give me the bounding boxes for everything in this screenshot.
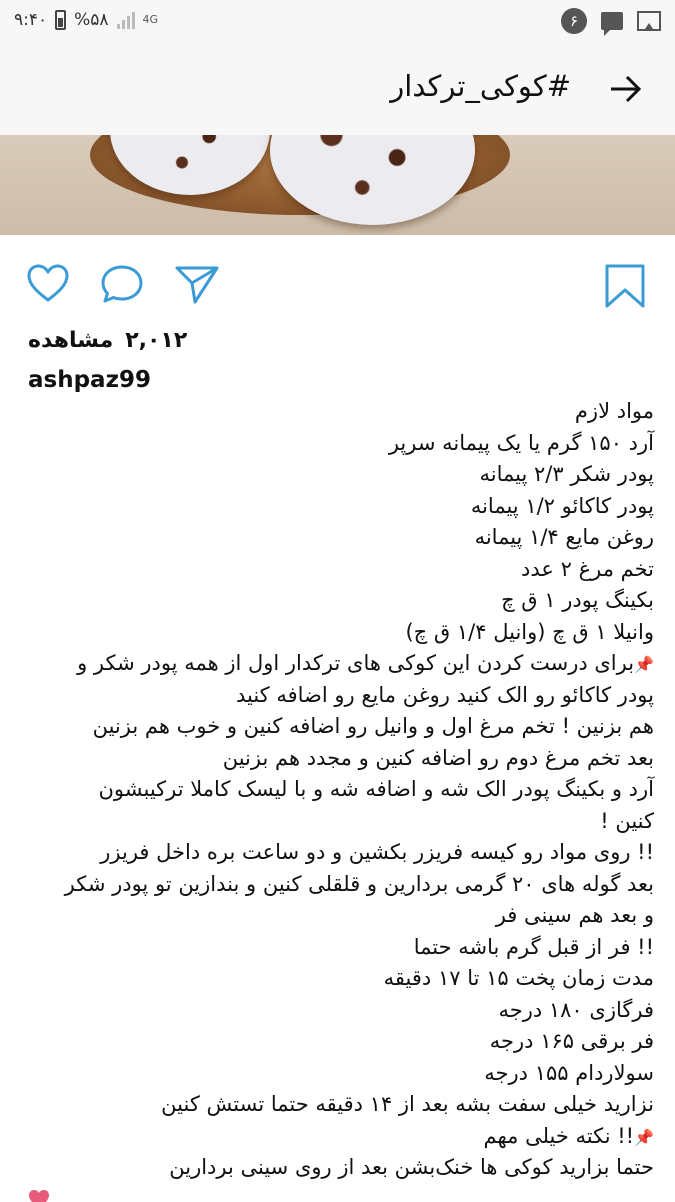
caption-text: بعد گوله های ۲۰ گرمی بردارین و قلقلی کنین و بندازین تو پودر شکر <box>64 871 654 896</box>
post-username[interactable]: ashpaz99 <box>28 367 151 393</box>
post-caption <box>22 396 654 1184</box>
views-number: ۲,۰۱۲ <box>125 328 188 353</box>
caption-text: برای درست کردن این کوکی های ترکدار اول از همه پودر شکر و <box>77 651 635 675</box>
caption-text: آرد ۱۵۰ گرم یا یک پیمانه سرپر <box>388 430 654 455</box>
caption-line <box>22 900 654 932</box>
battery-percent: %۵۸ <box>74 10 109 30</box>
caption-line <box>22 1089 654 1121</box>
caption-text: و بعد هم سینی فر <box>495 903 654 927</box>
post-actions <box>0 235 675 330</box>
signal-icon <box>117 11 135 29</box>
caption-text: مواد لازم <box>574 399 654 423</box>
paper-plane-icon[interactable] <box>174 263 220 305</box>
page-title: #کوکی_ترکدار <box>390 69 571 103</box>
post-image[interactable] <box>0 135 675 235</box>
caption-text: کنین ! <box>600 808 654 833</box>
caption-text: بعد تخم مرغ دوم رو اضافه کنین و مجدد هم بزنین <box>222 745 654 770</box>
caption-text: مدت زمان پخت ۱۵ تا ۱۷ دقیقه <box>383 966 654 990</box>
caption-line <box>22 585 654 617</box>
heart-icon[interactable] <box>26 263 70 303</box>
caption-line <box>22 806 654 838</box>
caption-line <box>22 680 654 712</box>
caption-line <box>22 459 654 491</box>
caption-text: پودر کاکائو رو الک کنید روغن مایع رو اضافه کنید <box>235 682 654 707</box>
caption-line <box>22 554 654 586</box>
battery-icon <box>55 10 66 30</box>
caption-line <box>22 648 654 680</box>
caption-text: فرگازی ۱۸۰ درجه <box>498 997 654 1022</box>
caption-line <box>22 711 654 743</box>
arrow-right-icon[interactable] <box>609 74 643 104</box>
caption-text: هم بزنین ! تخم مرغ اول و وانیل رو اضافه کنین و خوب هم بزنین <box>92 714 654 738</box>
caption-line <box>22 617 654 649</box>
caption-line <box>22 428 654 460</box>
network-type: 4G <box>142 13 159 26</box>
status-bar-right <box>561 8 661 34</box>
pushpin-icon: 📌 <box>634 1127 654 1147</box>
caption-text: وانیلا ۱ ق چ (وانیل ۱/۴ ق چ) <box>405 619 654 644</box>
caption-text: پودر شکر ۲/۳ پیمانه <box>479 462 654 486</box>
clock: ۹:۴۰ <box>14 10 48 30</box>
gallery-icon <box>637 11 661 31</box>
bookmark-icon[interactable] <box>604 263 646 309</box>
caption-line <box>22 396 654 428</box>
caption-text: !! روی مواد رو کیسه فریزر بکشین و دو ساعت بره داخل فریزر <box>100 840 654 864</box>
caption-text: بکینگ پودر ۱ ق چ <box>501 588 654 612</box>
caption-text: !! نکته خیلی مهم <box>483 1123 635 1148</box>
caption-text: نزارید خیلی سفت بشه بعد از ۱۴ دقیقه حتما تستش کنین <box>161 1092 654 1116</box>
caption-line <box>22 774 654 806</box>
view-count <box>28 328 187 353</box>
caption-line <box>22 837 654 869</box>
caption-line <box>22 491 654 523</box>
caption-line <box>22 743 654 775</box>
caption-line <box>22 1058 654 1090</box>
caption-line <box>22 522 654 554</box>
views-label: مشاهده <box>28 328 114 353</box>
caption-text: تخم مرغ ۲ عدد <box>521 556 654 581</box>
caption-text: روغن مایع ۱/۴ پیمانه <box>474 525 654 549</box>
caption-line <box>22 1152 654 1184</box>
caption-text: پودر کاکائو ۱/۲ پیمانه <box>470 493 654 518</box>
message-icon <box>601 12 623 30</box>
caption-text: !! فر از قبل گرم باشه حتما <box>413 934 654 959</box>
caption-line <box>22 932 654 964</box>
caption-line <box>22 869 654 901</box>
caption-text: فر برقی ۱۶۵ درجه <box>489 1029 654 1053</box>
caption-text: آرد و بکینگ پودر الک شه و اضافه شه و با لیسک کاملا ترکیبشون <box>98 777 654 801</box>
status-bar-left <box>14 10 158 30</box>
caption-line <box>22 963 654 995</box>
caption-line <box>22 1121 654 1153</box>
status-bar <box>0 0 675 44</box>
caption-text: سولاردام ۱۵۵ درجه <box>484 1060 654 1085</box>
pushpin-icon: 📌 <box>634 655 654 674</box>
top-app-bar <box>0 44 675 135</box>
notification-count-badge: ۶ <box>561 8 587 34</box>
comment-bubble-icon[interactable] <box>100 263 144 305</box>
caption-line <box>22 1026 654 1058</box>
caption-text: حتما بزارید کوکی ها خنک‌بشن بعد از روی سینی بردارین <box>169 1155 654 1179</box>
caption-line <box>22 995 654 1027</box>
